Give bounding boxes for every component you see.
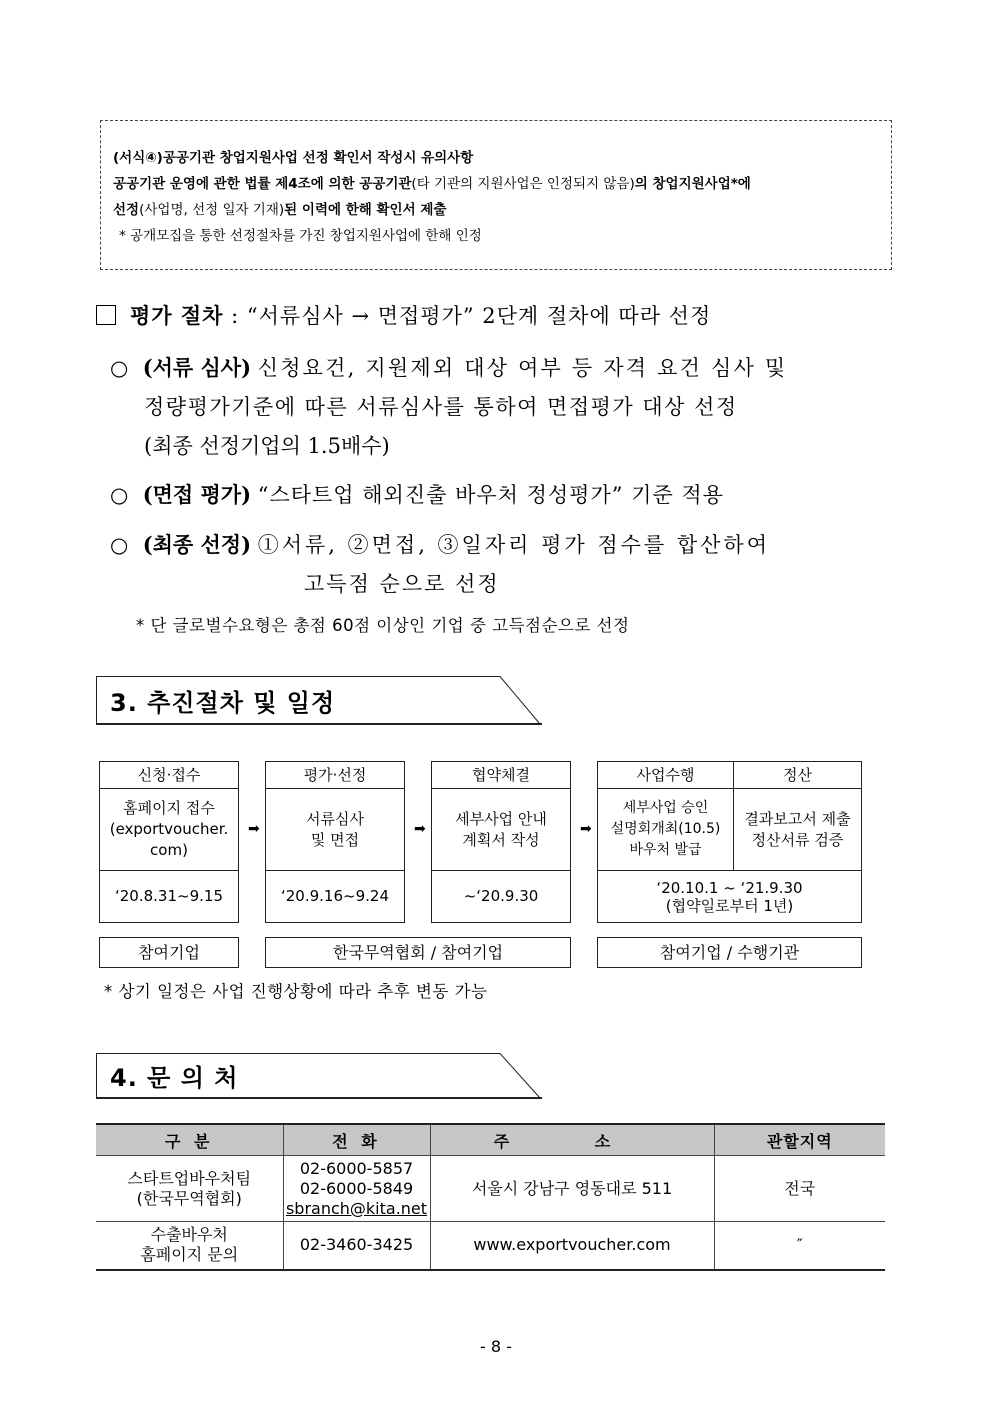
table-header-row bbox=[96, 1124, 885, 1156]
eval-item-document-line3: (최종 선정기업의 1.5배수) bbox=[144, 434, 390, 458]
eval-item-interview: ○ (면접 평가) “스타트업 해외진출 바우처 정성평가” 기준 적용 bbox=[110, 482, 724, 507]
arrow-right-icon: ➡ bbox=[580, 821, 592, 837]
eval-item-document: ○ (서류 심사) 신청요건, 지원제외 대상 여부 등 자격 요건 심사 및 bbox=[110, 355, 788, 380]
stage-3-date: ~‘20.9.30 bbox=[431, 870, 571, 923]
notice-note: * 공개모집을 통한 선정절차를 가진 창업지원사업에 한해 인정 bbox=[119, 228, 482, 244]
region-cell: ″ bbox=[714, 1222, 885, 1270]
stage-1-name: 신청·접수 bbox=[99, 761, 239, 789]
evaluation-heading: 평가 절차 : “서류심사 → 면접평가” 2단계 절차에 따라 선정 bbox=[96, 300, 711, 330]
section-4-header bbox=[96, 1053, 542, 1101]
stage-5-desc: 결과보고서 제출 정산서류 검증 bbox=[733, 788, 862, 871]
actor-participants: 참여기업 bbox=[99, 937, 239, 968]
email-link[interactable]: sbranch@kita.net bbox=[285, 1198, 428, 1218]
eval-item-final: ○ (최종 선정) ①서류, ②면접, ③일자리 평가 점수를 합산하여 bbox=[110, 532, 771, 557]
column-header: 구 분 bbox=[96, 1124, 283, 1156]
eval-item-final-line2: 고득점 순으로 선정 bbox=[304, 572, 500, 596]
page-number: - 8 - bbox=[480, 1337, 512, 1356]
evaluation-note: * 단 글로벌수요형은 총점 60점 이상인 기업 중 고득점순으로 선정 bbox=[136, 616, 630, 635]
stage-2-date: ‘20.9.16~9.24 bbox=[265, 870, 405, 923]
table-row bbox=[96, 1156, 885, 1222]
stage-3-desc: 세부사업 안내 계획서 작성 bbox=[431, 788, 571, 871]
notice-box bbox=[100, 120, 892, 270]
table-row bbox=[96, 1222, 885, 1270]
address-cell: 서울시 강남구 영동대로 511 bbox=[430, 1156, 714, 1222]
column-header: 관할지역 bbox=[714, 1124, 885, 1156]
stage-5-name: 정산 bbox=[733, 761, 862, 789]
stage-2-desc: 서류심사 및 면접 bbox=[265, 788, 405, 871]
stage-4-desc: 세부사업 승인 설명회개최(10.5) 바우처 발급 bbox=[597, 788, 734, 871]
arrow-right-icon: ➡ bbox=[248, 821, 260, 837]
website-cell[interactable]: www.exportvoucher.com bbox=[430, 1222, 714, 1270]
org-cell: 스타트업바우처팀 (한국무역협회) bbox=[96, 1156, 283, 1222]
stage-4-name: 사업수행 bbox=[597, 761, 734, 789]
stage-1-date: ‘20.8.31~9.15 bbox=[99, 870, 239, 923]
stage-3-name: 협약체결 bbox=[431, 761, 571, 789]
arrow-right-icon: ➡ bbox=[414, 821, 426, 837]
schedule-note: * 상기 일정은 사업 진행상황에 따라 추후 변동 가능 bbox=[104, 982, 488, 1001]
contact-table bbox=[96, 1123, 885, 1271]
section-3-header bbox=[96, 676, 542, 724]
org-cell: 수출바우처 홈페이지 문의 bbox=[96, 1222, 283, 1270]
notice-line-2: 선정(사업명, 선정 일자 기재)된 이력에 한해 확인서 제출 bbox=[113, 202, 447, 218]
stage-4-5-date: ‘20.10.1 ~ ‘21.9.30 (협약일로부터 1년) bbox=[597, 870, 862, 923]
section-3-title: 3. 추진절차 및 일정 bbox=[110, 689, 336, 717]
region-cell: 전국 bbox=[714, 1156, 885, 1222]
eval-item-document-line2: 정량평가기준에 따른 서류심사를 통하여 면접평가 대상 선정 bbox=[144, 395, 738, 419]
phone-cell: 02-3460-3425 bbox=[283, 1222, 430, 1270]
stage-2-name: 평가·선정 bbox=[265, 761, 405, 789]
actor-kita-participants: 한국무역협회 / 참여기업 bbox=[265, 937, 571, 968]
column-header: 주 소 bbox=[430, 1124, 714, 1156]
stage-1-desc: 홈페이지 접수 (exportvoucher. com) bbox=[99, 788, 239, 871]
actor-participants-operators: 참여기업 / 수행기관 bbox=[597, 937, 862, 968]
phone-cell: 02-6000-5857 02-6000-5849 sbranch@kita.net bbox=[283, 1156, 430, 1222]
notice-line-1: 공공기관 운영에 관한 법률 제4조에 의한 공공기관(타 기관의 지원사업은 인정되지 않음)의 창업지원사업*에 bbox=[113, 176, 751, 192]
checkbox-square-icon bbox=[96, 305, 116, 325]
column-header: 전 화 bbox=[283, 1124, 430, 1156]
notice-title: (서식④)공공기관 창업지원사업 선정 확인서 작성시 유의사항 bbox=[113, 150, 474, 166]
section-4-title: 4. 문 의 처 bbox=[110, 1064, 239, 1092]
